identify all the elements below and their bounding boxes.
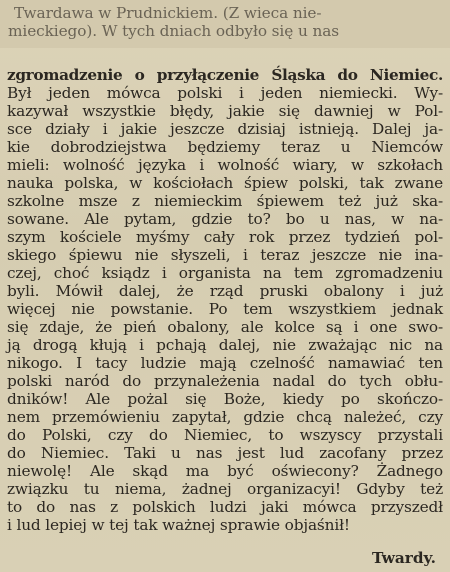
article-line-2: Był jeden mówca polski i jeden niemiecki. Wy- [7,84,443,102]
article-line-22: do Niemiec. Taki u nas jest lud zacofany przez [7,444,443,462]
article-line-4: sce działy i jakie jeszcze dzisiaj istnieją. Dalej ja- [7,120,443,138]
article-line-18: polski naród do przynależenia nadal do tych obłu- [7,372,443,390]
article-line-25: to do nas z polskich ludzi jaki mówca przyszedł [7,498,443,516]
article-line-9: sowane. Ale pytam, gdzie to? bo u nas, w na- [7,210,443,228]
header-line-2: mieckiego). W tych dniach odbyło się u nas [8,22,339,40]
article-line-1: zgromadzenie o przyłączenie Śląska do Niemiec. [7,66,443,84]
header-line-1: Twardawa w Prudnickiem. (Z wieca nie- [14,4,322,22]
article-line-14: więcej nie powstanie. Po tem wszystkiem jednak [7,300,443,318]
article-line-7: nauka polska, w kościołach śpiew polski, tak zwane [7,174,443,192]
article-line-16: ją drogą kłują i pchają dalej, nie zważając nic na [7,336,443,354]
article-line-23: niewolę! Ale skąd ma być oświecony? Żadnego [7,462,443,480]
article-line-21: do Polski, czy do Niemiec, to wszyscy przystali [7,426,443,444]
header-section [0,0,450,48]
article-line-26: i lud lepiej w tej tak ważnej sprawie objaśnił! [7,516,350,534]
article-line-8: szkolne msze z niemieckim śpiewem też już ska- [7,192,443,210]
article-line-15: się zdaje, że pień obalony, ale kolce są i one swo- [7,318,443,336]
article-line-19: dników! Ale pożal się Boże, kiedy po skończo- [7,390,443,408]
author-signature: Twardy. [372,549,436,567]
article-line-10: szym kościele myśmy cały rok przez tydzień pol- [7,228,443,246]
article-line-5: kie dobrodziejstwa będziemy teraz u Niemców [7,138,443,156]
article-line-20: nem przemówieniu zapytał, gdzie chcą należeć, czy [7,408,443,426]
article-line-11: skiego śpiewu nie słyszeli, i teraz jeszcze nie ina- [7,246,443,264]
article-line-17: nikogo. I tacy ludzie mają czelność namawiać ten [7,354,443,372]
article-line-13: byli. Mówił dalej, że rząd pruski obalony i już [7,282,443,300]
article-line-24: związku tu niema, żadnej organizacyi! Gdyby też [7,480,443,498]
article-line-6: mieli: wolność języka i wolność wiary, w szkołach [7,156,443,174]
article-line-3: kazywał wszystkie błędy, jakie się dawniej w Pol- [7,102,443,120]
article-line-12: czej, choć ksiądz i organista na tem zgromadzeniu [7,264,443,282]
